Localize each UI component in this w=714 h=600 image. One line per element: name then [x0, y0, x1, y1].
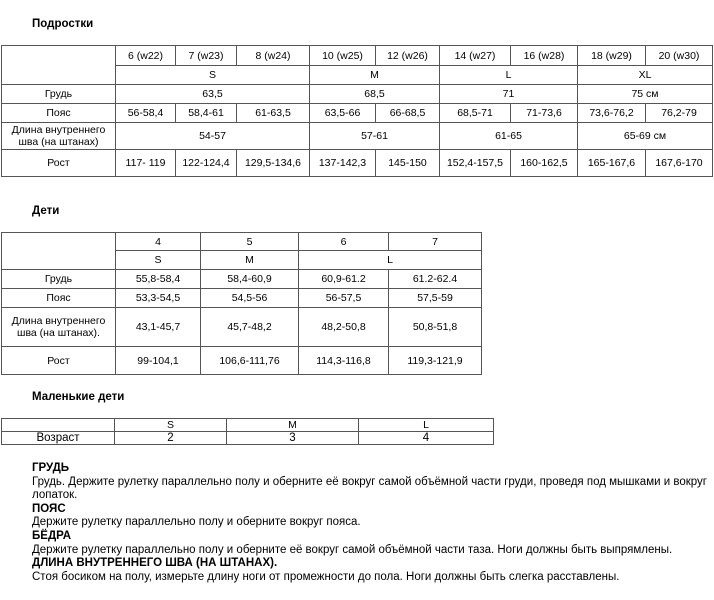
teens-size-cell: 14 (w27) — [440, 46, 511, 66]
teens-height-row — [2, 150, 713, 177]
value-cell: 167,6-170 — [646, 150, 713, 177]
value-cell: 66-68,5 — [376, 104, 440, 123]
teens-chest-row — [2, 85, 713, 104]
row-label: Возраст — [2, 432, 115, 445]
value-cell: 71 — [440, 85, 578, 104]
value-cell: 106,6-111,76 — [201, 347, 299, 375]
value-cell: 45,7-48,2 — [201, 308, 299, 347]
teens-size-cell: 8 (w24) — [237, 46, 310, 66]
small-age-row — [2, 432, 494, 445]
kids-chest-row — [2, 270, 482, 289]
value-cell: 54-57 — [116, 123, 310, 150]
value-cell: 114,3-116,8 — [299, 347, 389, 375]
kids-letter-cell: L — [299, 251, 482, 270]
note-hips-title: БЁДРА — [32, 529, 72, 542]
value-cell: 71-73,6 — [511, 104, 578, 123]
value-cell: 57-61 — [310, 123, 440, 150]
teens-size-cell: 18 (w29) — [578, 46, 646, 66]
kids-size-cell: 4 — [116, 233, 201, 251]
small-kids-title: Маленькие дети — [32, 391, 125, 403]
value-cell: 122-124,4 — [176, 150, 237, 177]
kids-size-cell: 5 — [201, 233, 299, 251]
value-cell: 3 — [227, 432, 359, 445]
kids-height-row — [2, 347, 482, 375]
note-chest-text: Грудь. Держите рулетку параллельно полу и оберните её вокруг самой объёмной части груди, проведя под мышками и вокруг лопаток. — [32, 475, 707, 502]
value-cell: 117- 119 — [116, 150, 176, 177]
value-cell: 61.2-62.4 — [389, 270, 482, 289]
teens-size-cell: 10 (w25) — [310, 46, 376, 66]
small-letter-cell: S — [115, 419, 227, 432]
row-label: Грудь — [2, 270, 116, 289]
value-cell: 58,4-61 — [176, 104, 237, 123]
teens-size-cell: 16 (w28) — [511, 46, 578, 66]
note-hips-text: Держите рулетку параллельно полу и оберните её вокруг самой объёмной части таза. Ноги должны быть выпрямлены. — [32, 543, 673, 556]
value-cell: 53,3-54,5 — [116, 289, 201, 308]
kids-size-row — [2, 233, 482, 251]
teens-size-cell: 12 (w26) — [376, 46, 440, 66]
note-inseam-text: Стоя босиком на полу, измерьте длину ноги от промежности до пола. Ноги должны быть слегка расставлены. — [32, 570, 620, 583]
row-label: Длина внутреннего шва (на штанах) — [2, 123, 116, 150]
value-cell: 137-142,3 — [310, 150, 376, 177]
value-cell: 165-167,6 — [578, 150, 646, 177]
small-letter-cell: M — [227, 419, 359, 432]
note-waist-text: Держите рулетку параллельно полу и оберните вокруг пояса. — [32, 516, 361, 529]
kids-size-cell: 7 — [389, 233, 482, 251]
note-inseam-title: ДЛИНА ВНУТРЕННЕГО ШВА (НА ШТАНАХ). — [32, 557, 278, 570]
teens-letter-cell: S — [116, 66, 310, 85]
teens-size-cell: 6 (w22) — [116, 46, 176, 66]
value-cell: 65-69 см — [578, 123, 713, 150]
value-cell: 4 — [359, 432, 494, 445]
kids-waist-row — [2, 289, 482, 308]
kids-letter-cell: M — [201, 251, 299, 270]
kids-letter-cell: S — [116, 251, 201, 270]
teens-letter-cell: L — [440, 66, 578, 85]
teens-size-table — [1, 45, 713, 177]
row-label: Рост — [2, 150, 116, 177]
teens-inseam-row — [2, 123, 713, 150]
value-cell: 68,5 — [310, 85, 440, 104]
teens-waist-row — [2, 104, 713, 123]
value-cell: 61-65 — [440, 123, 578, 150]
measurement-notes — [32, 462, 707, 584]
teens-size-cell: 20 (w30) — [646, 46, 713, 66]
value-cell: 55,8-58,4 — [116, 270, 201, 289]
small-letter-row — [2, 419, 494, 432]
value-cell: 75 см — [578, 85, 713, 104]
kids-size-cell: 6 — [299, 233, 389, 251]
teens-letter-cell: M — [310, 66, 440, 85]
note-waist-title: ПОЯС — [32, 502, 66, 515]
teens-size-row — [2, 46, 713, 66]
kids-corner-cell — [2, 233, 116, 270]
value-cell: 61-63,5 — [237, 104, 310, 123]
value-cell: 76,2-79 — [646, 104, 713, 123]
value-cell: 57,5-59 — [389, 289, 482, 308]
value-cell: 99-104,1 — [116, 347, 201, 375]
kids-size-table — [1, 232, 482, 375]
kids-title: Дети — [32, 205, 60, 217]
value-cell: 73,6-76,2 — [578, 104, 646, 123]
value-cell: 152,4-157,5 — [440, 150, 511, 177]
value-cell: 56-58,4 — [116, 104, 176, 123]
value-cell: 56-57,5 — [299, 289, 389, 308]
value-cell: 2 — [115, 432, 227, 445]
kids-inseam-row — [2, 308, 482, 347]
value-cell: 50,8-51,8 — [389, 308, 482, 347]
value-cell: 68,5-71 — [440, 104, 511, 123]
small-kids-size-table — [1, 418, 494, 445]
value-cell: 58,4-60,9 — [201, 270, 299, 289]
value-cell: 60,9-61.2 — [299, 270, 389, 289]
value-cell: 63,5 — [116, 85, 310, 104]
value-cell: 160-162,5 — [511, 150, 578, 177]
value-cell: 119,3-121,9 — [389, 347, 482, 375]
row-label: Пояс — [2, 289, 116, 308]
value-cell: 43,1-45,7 — [116, 308, 201, 347]
value-cell: 63,5-66 — [310, 104, 376, 123]
teens-corner-cell — [2, 46, 116, 85]
row-label: Рост — [2, 347, 116, 375]
note-chest-title: ГРУДЬ — [32, 462, 70, 474]
teens-title: Подростки — [32, 18, 94, 30]
value-cell: 145-150 — [376, 150, 440, 177]
teens-size-cell: 7 (w23) — [176, 46, 237, 66]
value-cell: 129,5-134,6 — [237, 150, 310, 177]
small-letter-cell: L — [359, 419, 494, 432]
value-cell: 48,2-50,8 — [299, 308, 389, 347]
teens-letter-cell: XL — [578, 66, 713, 85]
value-cell: 54,5-56 — [201, 289, 299, 308]
row-label: Пояс — [2, 104, 116, 123]
row-label: Грудь — [2, 85, 116, 104]
row-label: Длина внутреннего шва (на штанах). — [2, 308, 116, 347]
small-corner-cell — [2, 419, 115, 432]
